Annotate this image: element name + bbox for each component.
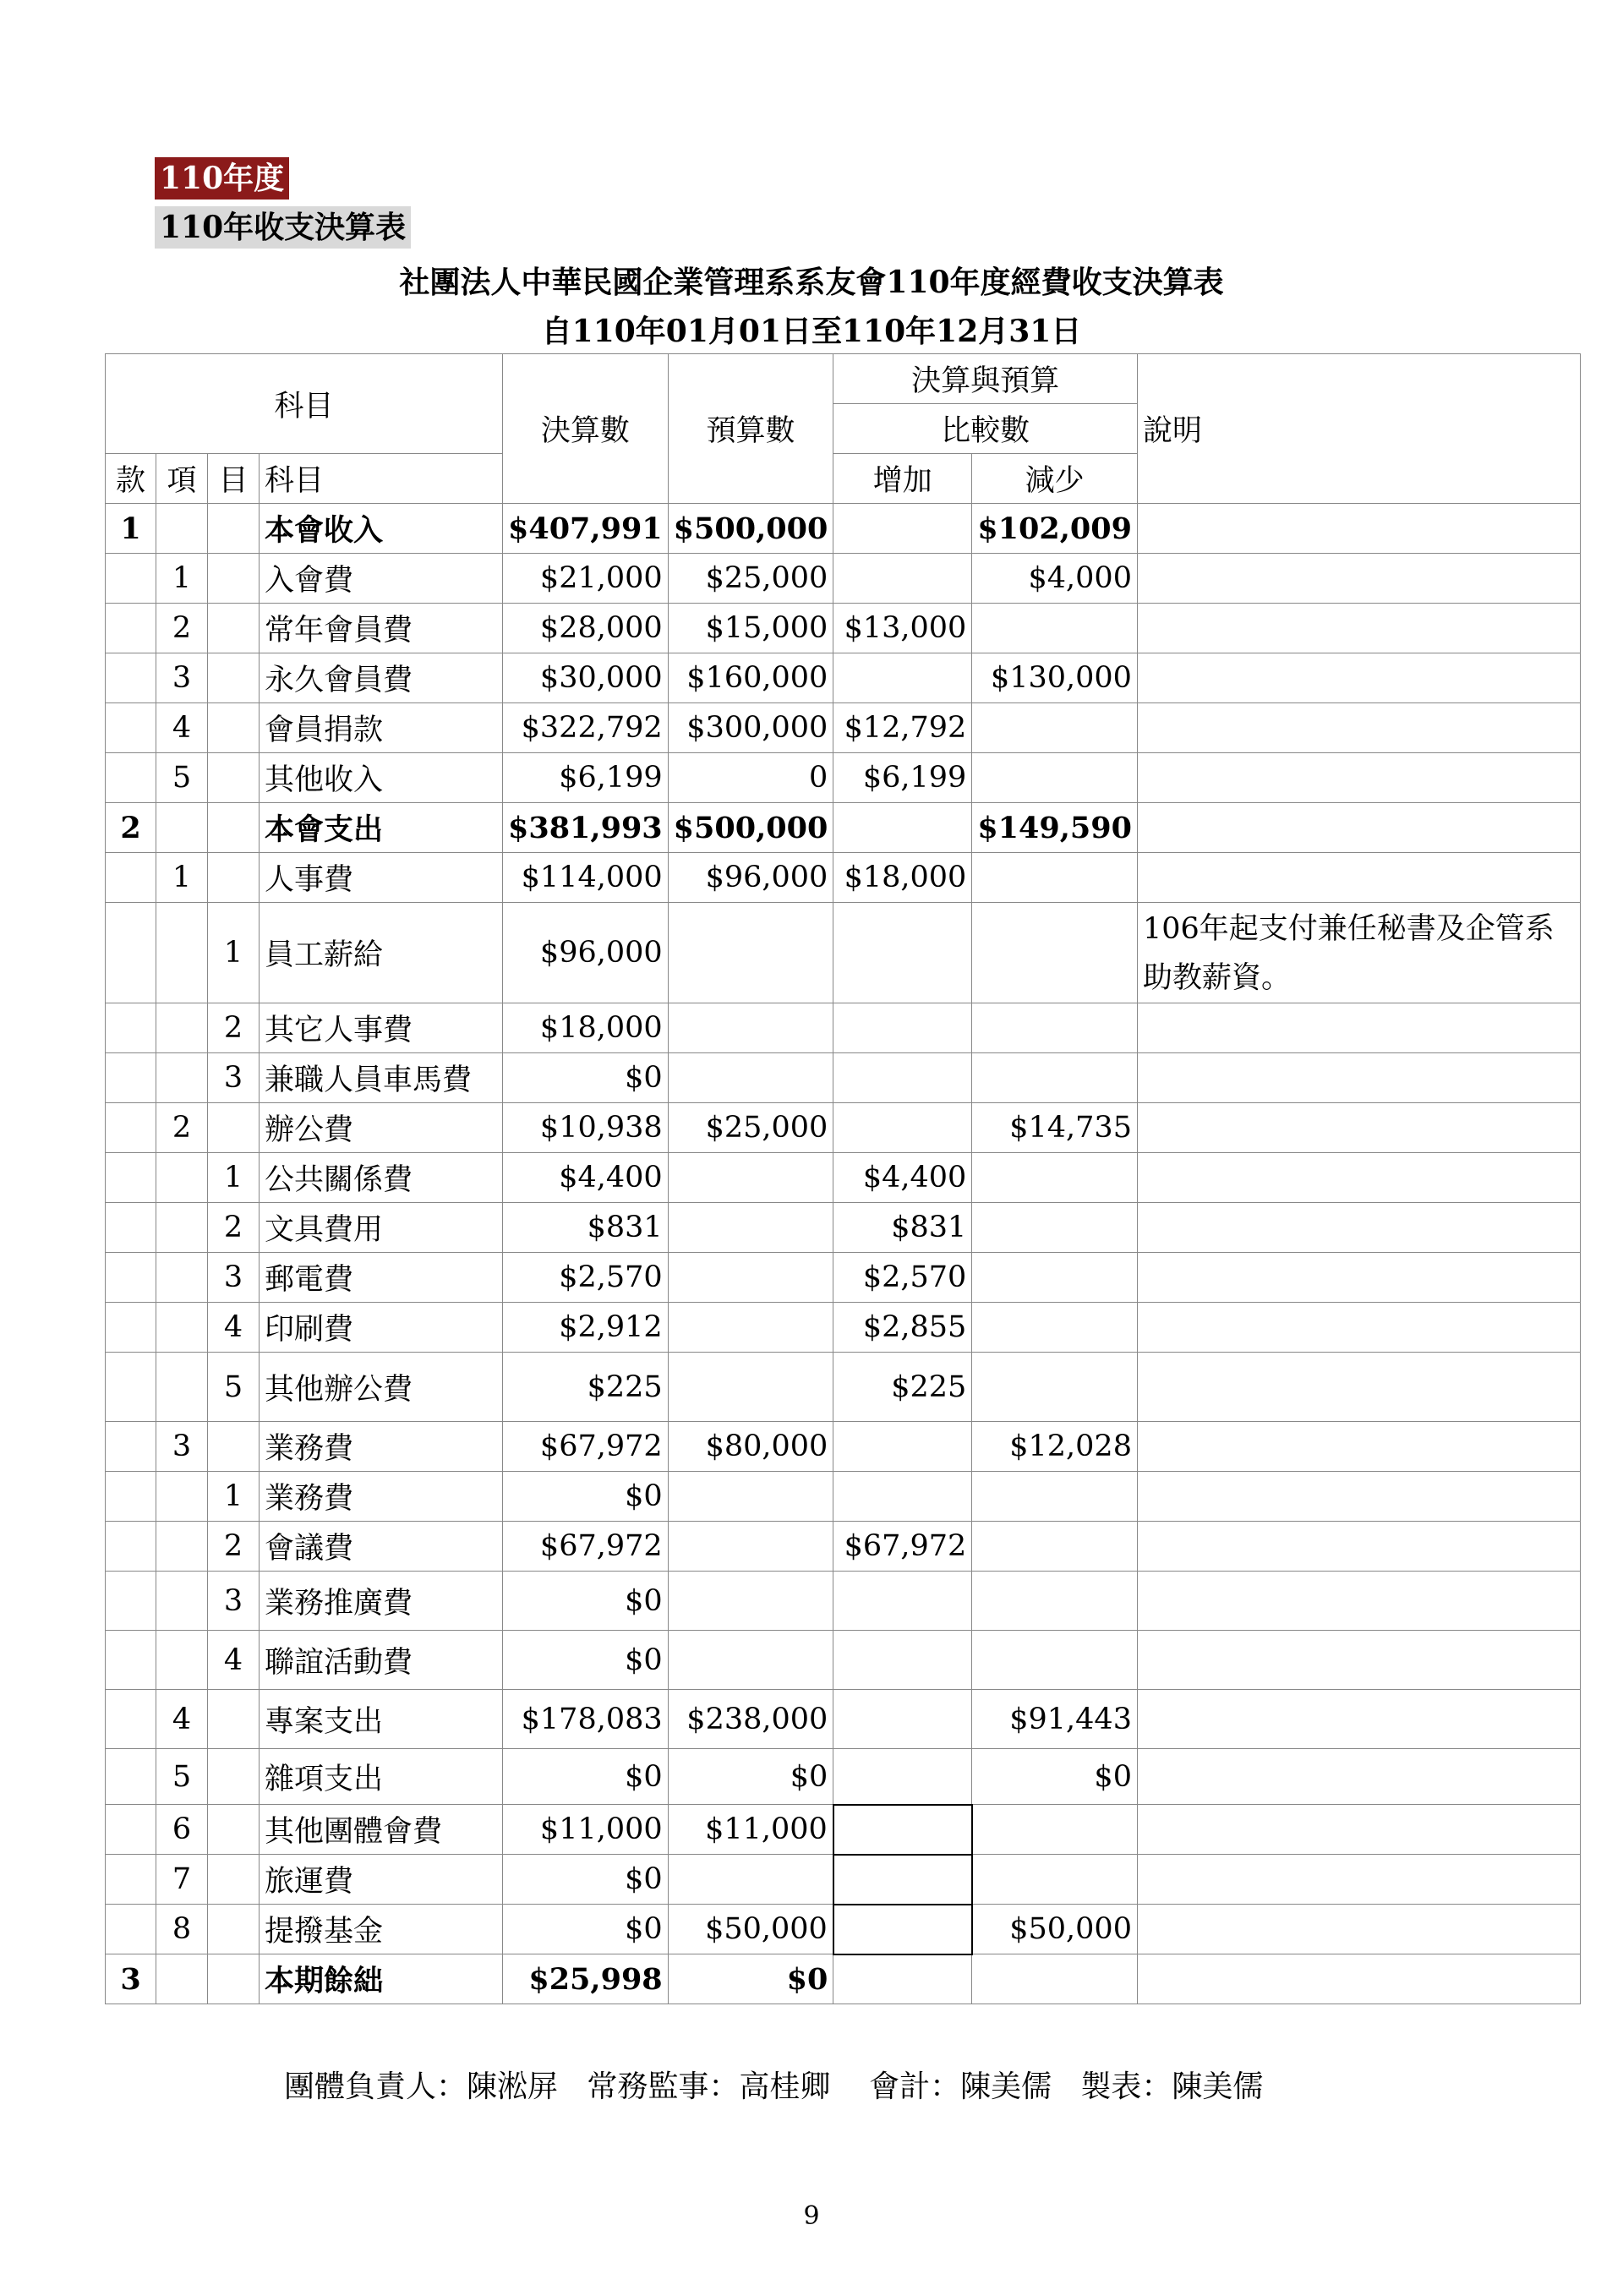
cell-subject: 其它人事費	[260, 1003, 503, 1053]
cell-budget	[668, 1855, 833, 1905]
header-note: 說明	[1137, 354, 1580, 504]
cell-decrease	[972, 1472, 1138, 1522]
table-row	[106, 1805, 1581, 1855]
cell-budget: $25,000	[668, 1103, 833, 1153]
cell-budget	[668, 1253, 833, 1303]
header-subject-2: 科目	[260, 454, 503, 504]
cell-budget	[668, 1353, 833, 1422]
cell-budget: $0	[668, 1749, 833, 1805]
cell-decrease	[972, 1003, 1138, 1053]
table-row	[106, 1422, 1581, 1472]
table-row	[106, 653, 1581, 703]
cell-decrease	[972, 1203, 1138, 1253]
cell-actual: $0	[503, 1631, 669, 1690]
cell-budget	[668, 1053, 833, 1103]
cell-mu: 3	[208, 1253, 260, 1303]
cell-decrease: $4,000	[972, 554, 1138, 604]
cell-xiang: 3	[156, 653, 208, 703]
cell-note	[1137, 653, 1580, 703]
period-subtitle: 自110年01月01日至110年12月31日	[541, 314, 1082, 349]
cell-budget	[668, 1631, 833, 1690]
cell-xiang	[156, 803, 208, 853]
cell-actual: $28,000	[503, 604, 669, 653]
cell-actual: $2,912	[503, 1303, 669, 1353]
cell-xiang	[156, 1153, 208, 1203]
cell-subject: 雜項支出	[260, 1749, 503, 1805]
cell-xiang	[156, 1631, 208, 1690]
cell-kuan	[106, 653, 156, 703]
cell-kuan	[106, 1053, 156, 1103]
cell-increase: $12,792	[833, 703, 972, 753]
cell-increase	[833, 1422, 972, 1472]
cell-increase	[833, 1472, 972, 1522]
cell-mu	[208, 1749, 260, 1805]
cell-actual: $11,000	[503, 1805, 669, 1855]
cell-kuan	[106, 1472, 156, 1522]
cell-actual: $831	[503, 1203, 669, 1253]
header-compare-bottom: 比較數	[833, 404, 1138, 454]
cell-actual: $0	[503, 1749, 669, 1805]
cell-kuan	[106, 853, 156, 903]
cell-note	[1137, 1353, 1580, 1422]
cell-actual: $6,199	[503, 753, 669, 803]
cell-kuan	[106, 1905, 156, 1954]
header-increase: 增加	[833, 454, 972, 504]
cell-decrease	[972, 1353, 1138, 1422]
cell-mu	[208, 1103, 260, 1153]
cell-mu	[208, 1422, 260, 1472]
cell-budget	[668, 1472, 833, 1522]
cell-increase	[833, 1905, 972, 1954]
table-row	[106, 1522, 1581, 1572]
cell-subject: 業務費	[260, 1472, 503, 1522]
cell-note	[1137, 1003, 1580, 1053]
cell-decrease	[972, 753, 1138, 803]
cell-budget: $0	[668, 1954, 833, 2004]
cell-mu	[208, 803, 260, 853]
cell-subject: 印刷費	[260, 1303, 503, 1353]
table-row	[106, 1153, 1581, 1203]
table-row	[106, 1103, 1581, 1153]
cell-increase	[833, 1954, 972, 2004]
cell-budget: $300,000	[668, 703, 833, 753]
header-subject: 科目	[106, 354, 503, 454]
cell-mu	[208, 554, 260, 604]
cell-decrease: $91,443	[972, 1690, 1138, 1749]
cell-xiang	[156, 1353, 208, 1422]
section-heading: 110年收支決算表	[155, 206, 411, 249]
cell-xiang	[156, 1003, 208, 1053]
cell-actual: $0	[503, 1855, 669, 1905]
cell-budget: $15,000	[668, 604, 833, 653]
cell-kuan	[106, 1303, 156, 1353]
cell-decrease: $12,028	[972, 1422, 1138, 1472]
cell-note	[1137, 504, 1580, 554]
cell-decrease	[972, 1303, 1138, 1353]
cell-xiang	[156, 1253, 208, 1303]
cell-budget: $238,000	[668, 1690, 833, 1749]
cell-kuan	[106, 1522, 156, 1572]
cell-decrease	[972, 1805, 1138, 1855]
table-row	[106, 1472, 1581, 1522]
cell-decrease	[972, 1631, 1138, 1690]
table-row	[106, 903, 1581, 1003]
cell-kuan	[106, 903, 156, 1003]
cell-note	[1137, 1905, 1580, 1954]
cell-kuan	[106, 1749, 156, 1805]
table-row	[106, 504, 1581, 554]
cell-kuan: 2	[106, 803, 156, 853]
cell-kuan	[106, 1855, 156, 1905]
table-row	[106, 1631, 1581, 1690]
cell-kuan	[106, 1253, 156, 1303]
cell-kuan	[106, 1203, 156, 1253]
cell-mu: 1	[208, 1472, 260, 1522]
document-title: 社團法人中華民國企業管理系系友會110年度經費收支決算表	[399, 265, 1224, 300]
cell-subject: 本期餘絀	[260, 1954, 503, 2004]
cell-note	[1137, 1855, 1580, 1905]
table-row	[106, 853, 1581, 903]
cell-note	[1137, 1422, 1580, 1472]
cell-budget: $500,000	[668, 803, 833, 853]
cell-xiang	[156, 1053, 208, 1103]
cell-note	[1137, 1805, 1580, 1855]
cell-budget: $500,000	[668, 504, 833, 554]
cell-note	[1137, 1749, 1580, 1805]
cell-actual: $178,083	[503, 1690, 669, 1749]
cell-mu	[208, 504, 260, 554]
cell-mu: 2	[208, 1003, 260, 1053]
cell-kuan	[106, 1631, 156, 1690]
cell-xiang	[156, 504, 208, 554]
cell-kuan	[106, 1422, 156, 1472]
cell-xiang	[156, 1472, 208, 1522]
cell-actual: $0	[503, 1472, 669, 1522]
cell-decrease	[972, 1253, 1138, 1303]
cell-kuan	[106, 604, 156, 653]
cell-subject: 其他收入	[260, 753, 503, 803]
cell-mu	[208, 703, 260, 753]
cell-increase	[833, 803, 972, 853]
cell-subject: 本會收入	[260, 504, 503, 554]
cell-increase	[833, 1690, 972, 1749]
cell-increase: $67,972	[833, 1522, 972, 1572]
cell-increase: $13,000	[833, 604, 972, 653]
cell-actual: $21,000	[503, 554, 669, 604]
cell-actual: $25,998	[503, 1954, 669, 2004]
table-row	[106, 1353, 1581, 1422]
cell-actual: $322,792	[503, 703, 669, 753]
cell-decrease: $149,590	[972, 803, 1138, 853]
cell-subject: 人事費	[260, 853, 503, 903]
cell-budget: $96,000	[668, 853, 833, 903]
cell-actual: $67,972	[503, 1522, 669, 1572]
cell-xiang: 8	[156, 1905, 208, 1954]
cell-xiang: 5	[156, 753, 208, 803]
cell-increase: $4,400	[833, 1153, 972, 1203]
cell-decrease: $50,000	[972, 1905, 1138, 1954]
cell-decrease	[972, 853, 1138, 903]
cell-budget: $160,000	[668, 653, 833, 703]
cell-decrease	[972, 1855, 1138, 1905]
cell-xiang: 2	[156, 1103, 208, 1153]
cell-decrease	[972, 1572, 1138, 1631]
cell-actual: $2,570	[503, 1253, 669, 1303]
cell-kuan	[106, 1572, 156, 1631]
cell-decrease: $130,000	[972, 653, 1138, 703]
cell-subject: 旅運費	[260, 1855, 503, 1905]
cell-increase	[833, 1855, 972, 1905]
cell-note	[1137, 1103, 1580, 1153]
cell-decrease	[972, 604, 1138, 653]
cell-budget	[668, 903, 833, 1003]
cell-xiang: 1	[156, 554, 208, 604]
cell-note	[1137, 1153, 1580, 1203]
cell-actual: $4,400	[503, 1153, 669, 1203]
cell-subject: 兼職人員車馬費	[260, 1053, 503, 1103]
cell-actual: $30,000	[503, 653, 669, 703]
cell-xiang	[156, 1203, 208, 1253]
cell-mu	[208, 1954, 260, 2004]
cell-actual: $18,000	[503, 1003, 669, 1053]
cell-actual: $10,938	[503, 1103, 669, 1153]
cell-increase	[833, 504, 972, 554]
cell-mu: 4	[208, 1631, 260, 1690]
cell-mu: 1	[208, 903, 260, 1003]
table-row	[106, 1303, 1581, 1353]
cell-mu: 2	[208, 1203, 260, 1253]
cell-subject: 其他團體會費	[260, 1805, 503, 1855]
cell-note: 106年起支付兼任秘書及企管系助教薪資。	[1137, 903, 1580, 1003]
table-row	[106, 703, 1581, 753]
cell-kuan	[106, 554, 156, 604]
cell-note	[1137, 853, 1580, 903]
cell-note	[1137, 1303, 1580, 1353]
cell-xiang	[156, 1572, 208, 1631]
cell-note	[1137, 1690, 1580, 1749]
cell-mu: 3	[208, 1053, 260, 1103]
cell-budget: $50,000	[668, 1905, 833, 1954]
table-row	[106, 604, 1581, 653]
cell-mu: 5	[208, 1353, 260, 1422]
cell-kuan	[106, 703, 156, 753]
cell-note	[1137, 803, 1580, 853]
cell-subject: 提撥基金	[260, 1905, 503, 1954]
cell-increase: $2,855	[833, 1303, 972, 1353]
table-row	[106, 1253, 1581, 1303]
cell-mu	[208, 1905, 260, 1954]
cell-actual: $0	[503, 1053, 669, 1103]
cell-xiang: 6	[156, 1805, 208, 1855]
cell-subject: 郵電費	[260, 1253, 503, 1303]
cell-budget	[668, 1003, 833, 1053]
cell-kuan	[106, 753, 156, 803]
cell-budget	[668, 1572, 833, 1631]
header-budget: 預算數	[668, 354, 833, 504]
cell-decrease	[972, 703, 1138, 753]
cell-actual: $96,000	[503, 903, 669, 1003]
cell-note	[1137, 604, 1580, 653]
cell-increase: $831	[833, 1203, 972, 1253]
cell-decrease	[972, 1954, 1138, 2004]
cell-xiang: 7	[156, 1855, 208, 1905]
cell-mu	[208, 653, 260, 703]
cell-kuan	[106, 1805, 156, 1855]
cell-subject: 專案支出	[260, 1690, 503, 1749]
table-row	[106, 1749, 1581, 1805]
table-row	[106, 753, 1581, 803]
cell-note	[1137, 1572, 1580, 1631]
cell-actual: $67,972	[503, 1422, 669, 1472]
cell-decrease	[972, 903, 1138, 1003]
cell-note	[1137, 703, 1580, 753]
table-row	[106, 803, 1581, 853]
cell-subject: 文具費用	[260, 1203, 503, 1253]
cell-subject: 本會支出	[260, 803, 503, 853]
page-number: 9	[803, 2201, 820, 2231]
cell-xiang: 2	[156, 604, 208, 653]
cell-increase: $225	[833, 1353, 972, 1422]
cell-decrease: $102,009	[972, 504, 1138, 554]
cell-note	[1137, 1472, 1580, 1522]
header-actual: 決算數	[503, 354, 669, 504]
table-row	[106, 1954, 1581, 2004]
cell-mu: 2	[208, 1522, 260, 1572]
cell-xiang	[156, 903, 208, 1003]
table-row	[106, 554, 1581, 604]
cell-budget	[668, 1203, 833, 1253]
cell-xiang: 4	[156, 703, 208, 753]
cell-increase	[833, 653, 972, 703]
cell-budget	[668, 1303, 833, 1353]
cell-actual: $381,993	[503, 803, 669, 853]
cell-actual: $407,991	[503, 504, 669, 554]
cell-mu	[208, 853, 260, 903]
cell-subject: 其他辦公費	[260, 1353, 503, 1422]
cell-mu: 3	[208, 1572, 260, 1631]
cell-budget: $11,000	[668, 1805, 833, 1855]
cell-increase	[833, 1631, 972, 1690]
cell-increase	[833, 1053, 972, 1103]
cell-increase	[833, 1003, 972, 1053]
cell-increase	[833, 1572, 972, 1631]
cell-note	[1137, 1253, 1580, 1303]
year-tag: 110年度	[155, 157, 289, 200]
cell-subject: 辦公費	[260, 1103, 503, 1153]
cell-subject: 永久會員費	[260, 653, 503, 703]
cell-note	[1137, 554, 1580, 604]
budget-table	[105, 353, 1581, 2004]
cell-note	[1137, 1522, 1580, 1572]
cell-kuan: 1	[106, 504, 156, 554]
cell-budget	[668, 1153, 833, 1203]
cell-subject: 公共關係費	[260, 1153, 503, 1203]
cell-subject: 會議費	[260, 1522, 503, 1572]
table-row	[106, 1905, 1581, 1954]
cell-budget	[668, 1522, 833, 1572]
cell-actual: $114,000	[503, 853, 669, 903]
cell-kuan	[106, 1353, 156, 1422]
signature-line: 團體負責人：陳淞屏 常務監事：高桂卿 會計：陳美儒 製表：陳美儒	[284, 2069, 1264, 2104]
cell-note	[1137, 1954, 1580, 2004]
cell-note	[1137, 1203, 1580, 1253]
cell-subject: 員工薪給	[260, 903, 503, 1003]
header-xiang: 項	[156, 454, 208, 504]
cell-note	[1137, 1053, 1580, 1103]
header-kuan: 款	[106, 454, 156, 504]
cell-increase	[833, 1103, 972, 1153]
cell-decrease	[972, 1153, 1138, 1203]
cell-increase	[833, 903, 972, 1003]
cell-kuan	[106, 1103, 156, 1153]
cell-subject: 業務費	[260, 1422, 503, 1472]
cell-subject: 會員捐款	[260, 703, 503, 753]
cell-xiang	[156, 1303, 208, 1353]
header-decrease: 減少	[972, 454, 1138, 504]
cell-mu	[208, 1805, 260, 1855]
cell-xiang	[156, 1522, 208, 1572]
cell-mu	[208, 1690, 260, 1749]
cell-increase: $6,199	[833, 753, 972, 803]
cell-subject: 常年會員費	[260, 604, 503, 653]
cell-budget: 0	[668, 753, 833, 803]
cell-decrease	[972, 1522, 1138, 1572]
cell-increase	[833, 1749, 972, 1805]
cell-xiang	[156, 1954, 208, 2004]
cell-actual: $0	[503, 1572, 669, 1631]
cell-note	[1137, 1631, 1580, 1690]
cell-subject: 入會費	[260, 554, 503, 604]
cell-xiang: 5	[156, 1749, 208, 1805]
cell-xiang: 3	[156, 1422, 208, 1472]
cell-mu	[208, 604, 260, 653]
cell-actual: $0	[503, 1905, 669, 1954]
table-row	[106, 1203, 1581, 1253]
table-row	[106, 1690, 1581, 1749]
cell-kuan	[106, 1690, 156, 1749]
table-row	[106, 1572, 1581, 1631]
header-mu: 目	[208, 454, 260, 504]
cell-decrease	[972, 1053, 1138, 1103]
cell-increase: $2,570	[833, 1253, 972, 1303]
cell-subject: 聯誼活動費	[260, 1631, 503, 1690]
cell-kuan	[106, 1003, 156, 1053]
cell-budget: $80,000	[668, 1422, 833, 1472]
cell-budget: $25,000	[668, 554, 833, 604]
cell-decrease: $0	[972, 1749, 1138, 1805]
cell-decrease: $14,735	[972, 1103, 1138, 1153]
table-row	[106, 1855, 1581, 1905]
cell-kuan: 3	[106, 1954, 156, 2004]
cell-xiang: 1	[156, 853, 208, 903]
cell-note	[1137, 753, 1580, 803]
cell-increase	[833, 554, 972, 604]
cell-increase	[833, 1805, 972, 1855]
table-row	[106, 1053, 1581, 1103]
cell-increase: $18,000	[833, 853, 972, 903]
cell-mu: 1	[208, 1153, 260, 1203]
table-row	[106, 1003, 1581, 1053]
cell-kuan	[106, 1153, 156, 1203]
cell-mu	[208, 1855, 260, 1905]
cell-xiang: 4	[156, 1690, 208, 1749]
cell-actual: $225	[503, 1353, 669, 1422]
cell-mu: 4	[208, 1303, 260, 1353]
header-compare-top: 決算與預算	[833, 354, 1138, 404]
cell-subject: 業務推廣費	[260, 1572, 503, 1631]
cell-mu	[208, 753, 260, 803]
